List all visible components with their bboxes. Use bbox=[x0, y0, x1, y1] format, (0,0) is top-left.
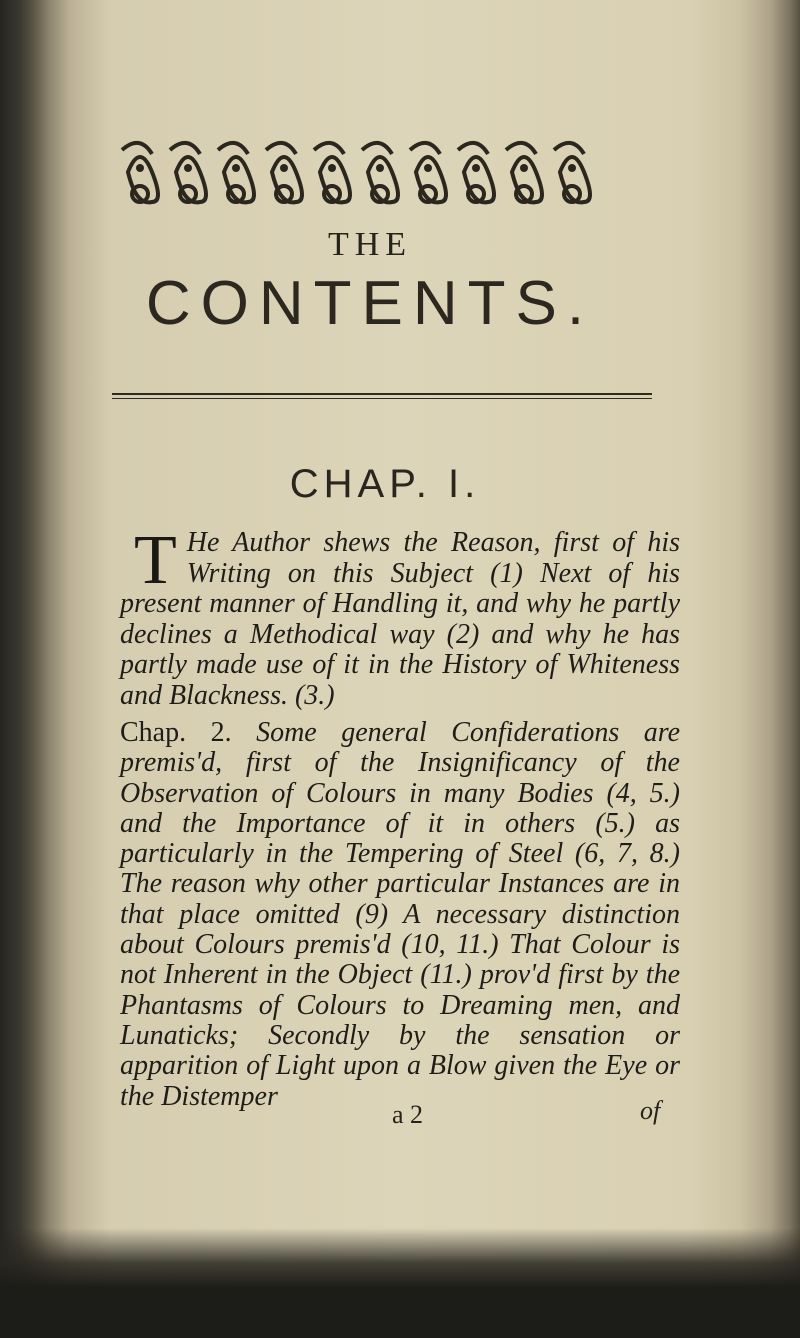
drop-cap: T bbox=[134, 522, 177, 599]
title-the: THE bbox=[327, 226, 413, 263]
chapter-two-label: Chap. 2. bbox=[120, 717, 232, 748]
chapter-one-text: He Author shews the Reason, first of his Writing on this Subject (1) Next of his present manner of Handling it, and why he partly declines a Methodical way (2) and why he has partly made use of it in the History of Whiteness and Blackness. (3.) bbox=[120, 527, 680, 711]
chapter-two-text: Some general Confiderations are premis'd, first of the Insignificancy of the Observation of Colours in many Bodies (4, 5.) and the Importance of it in others (5.) as particularly in the Tempering of Steel (6, 7, 8.) The reason why other particular Instances are in that place omitted (9) A necessary distinction about Colours premis'd (10, 11.) That Colour is not Inherent in the Object (11.) prov'd first by the Phantasms of Colours to Dreaming men, and Lunaticks; Secondly by the sensation or apparition of Light upon a Blow given the Eye or the Distemper bbox=[120, 717, 681, 1112]
catchword: of bbox=[640, 1096, 661, 1125]
signature-mark: a 2 bbox=[392, 1100, 424, 1129]
chapter-two-summary bbox=[120, 718, 680, 1112]
floral-ornament-band bbox=[112, 132, 612, 210]
chapter-heading: CHAP. I. bbox=[289, 462, 481, 506]
ornament-motif bbox=[122, 143, 158, 203]
page-title: CONTENTS. bbox=[145, 269, 595, 338]
title-rule bbox=[112, 393, 652, 399]
chapter-one-summary bbox=[120, 522, 680, 711]
